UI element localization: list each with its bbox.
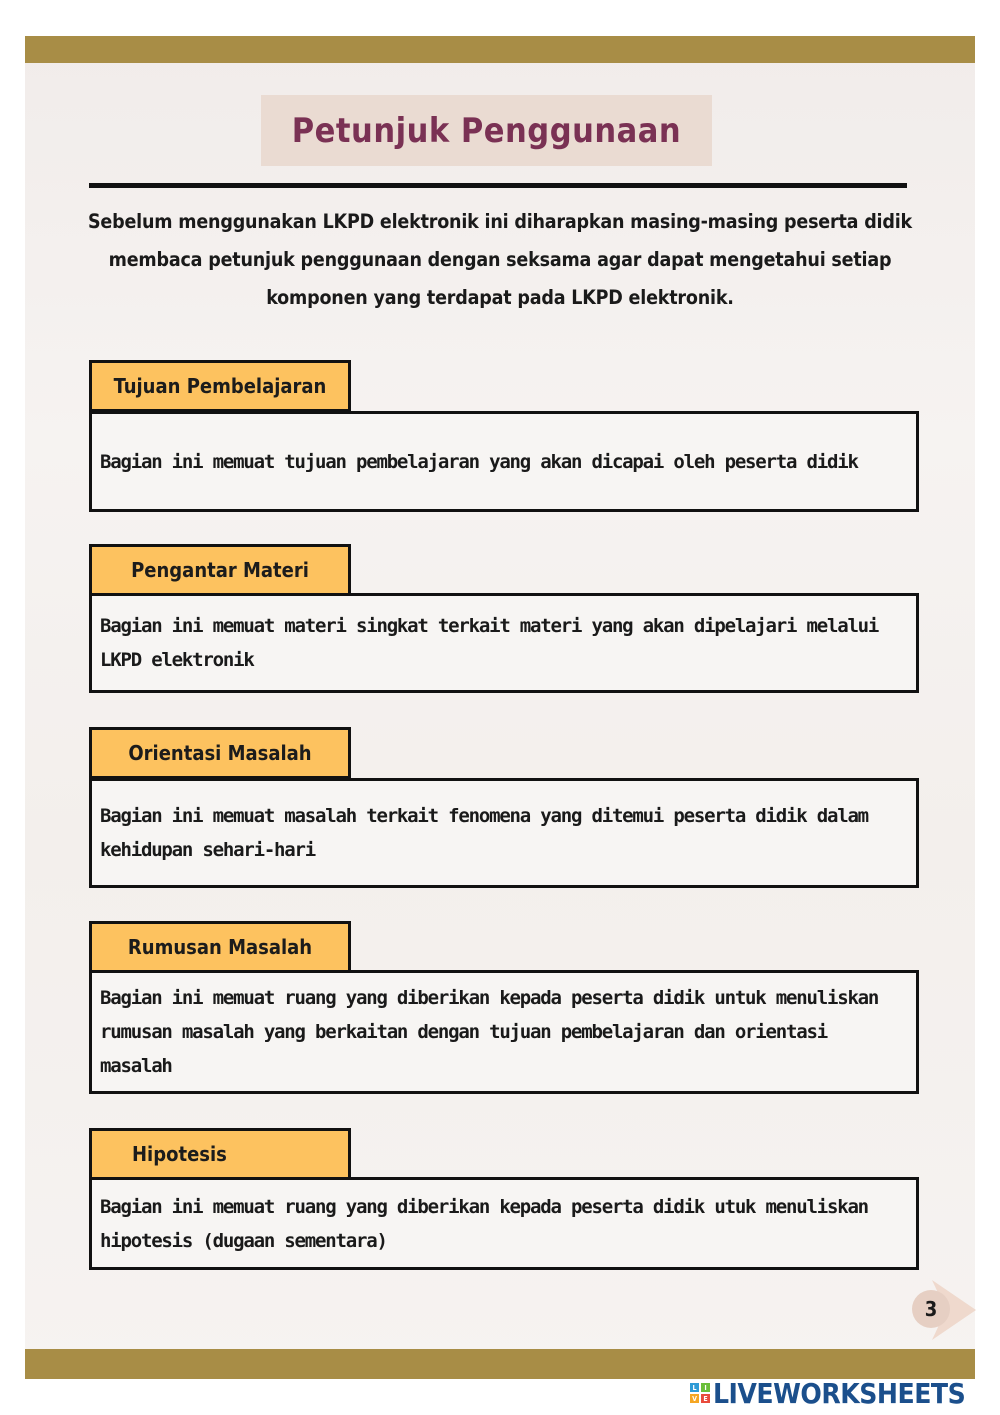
section-description bbox=[89, 1177, 919, 1270]
section-description bbox=[89, 970, 919, 1094]
logo-letter: V bbox=[690, 1394, 699, 1403]
section-description bbox=[89, 411, 919, 512]
logo-text: LIVEWORKSHEETS bbox=[713, 1376, 966, 1410]
page-title: Petunjuk Penggunaan bbox=[291, 110, 682, 151]
intro-text-2: elektronik ini diharapkan masing-masing peserta didik membaca petunjuk penggunaan dengan seksama agar dapat mengetahui setiap komponen yang terdapat pada bbox=[108, 210, 912, 309]
logo-letter: E bbox=[701, 1394, 710, 1403]
intro-text-3: elektronik. bbox=[622, 286, 734, 309]
section-description bbox=[89, 778, 919, 888]
title-divider bbox=[89, 183, 907, 188]
title-box bbox=[261, 95, 712, 166]
section-label: Orientasi Masalah bbox=[89, 727, 351, 779]
logo-letter: I bbox=[701, 1383, 710, 1392]
intro-bold-2: LKPD bbox=[571, 286, 623, 309]
bottom-decorative-bar bbox=[25, 1349, 975, 1379]
liveworksheets-logo bbox=[690, 1376, 965, 1410]
logo-blocks-icon bbox=[690, 1383, 710, 1403]
page-number: 3 bbox=[912, 1290, 950, 1328]
intro-paragraph bbox=[60, 203, 940, 317]
section-description-text: Bagian ini memuat ruang yang diberikan kepada peserta didik untuk menuliskan rumusan masalah yang berkaitan dengan tujuan pembelajaran dan orientasi masalah bbox=[100, 987, 879, 1077]
section-description bbox=[89, 593, 919, 693]
section-label: Pengantar Materi bbox=[89, 544, 351, 596]
intro-bold-1: LKPD bbox=[322, 210, 374, 233]
section-description-text: Bagian ini memuat masalah terkait fenomena yang ditemui peserta didik dalam kehidupan sehari-hari bbox=[100, 805, 868, 861]
top-decorative-bar bbox=[25, 36, 975, 63]
intro-text-1: Sebelum menggunakan bbox=[87, 210, 323, 233]
logo-letter: L bbox=[690, 1383, 699, 1392]
section-label: Rumusan Masalah bbox=[89, 921, 351, 973]
section-description-text: Bagian ini memuat materi singkat terkait materi yang akan dipelajari melalui LKPD elektronik bbox=[100, 615, 879, 671]
section-label: Tujuan Pembelajaran bbox=[89, 360, 351, 412]
section-description-text: Bagian ini memuat tujuan pembelajaran yang akan dicapai oleh peserta didik bbox=[100, 450, 858, 473]
section-label: Hipotesis bbox=[89, 1128, 351, 1180]
section-description-text: Bagian ini memuat ruang yang diberikan kepada peserta didik utuk menuliskan hipotesis (dugaan sementara) bbox=[100, 1195, 868, 1252]
